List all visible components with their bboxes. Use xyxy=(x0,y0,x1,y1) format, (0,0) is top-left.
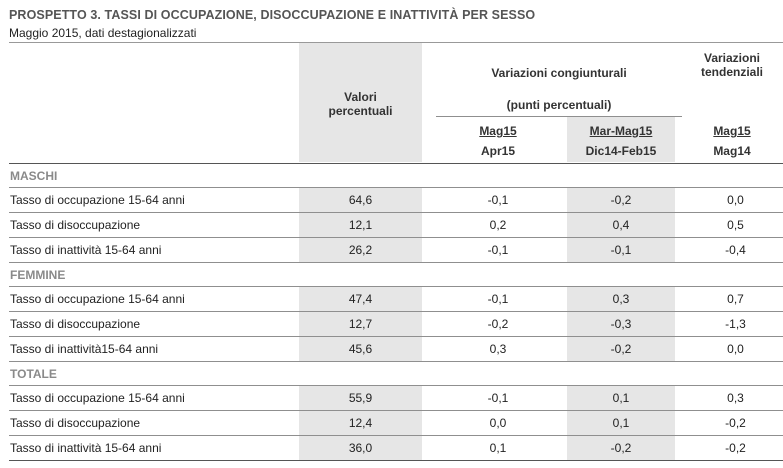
column-gap xyxy=(422,411,436,436)
header-col-t: Mag15 Mag14 xyxy=(713,124,751,158)
header-congiunturali: Variazioni congiunturali xyxy=(491,66,627,80)
column-gap xyxy=(560,287,567,312)
table-row xyxy=(9,238,783,263)
section-label: TOTALE xyxy=(9,362,290,386)
table-row xyxy=(9,312,783,337)
cell-var-trimestrale: 0,3 xyxy=(567,287,675,312)
column-gap xyxy=(560,312,567,337)
table-row xyxy=(9,386,783,411)
column-gap xyxy=(675,213,688,238)
header-tendenziali: Variazioni tendenziali xyxy=(700,51,763,79)
column-gap xyxy=(290,436,299,461)
section-header-row xyxy=(9,362,783,386)
cell-valori: 26,2 xyxy=(299,238,422,263)
table-row xyxy=(9,411,783,436)
column-gap xyxy=(560,411,567,436)
table-row xyxy=(9,287,783,312)
cell-var-tendenziale: -1,3 xyxy=(688,312,783,337)
column-gap xyxy=(422,386,436,411)
cell-valori: 64,6 xyxy=(299,188,422,213)
column-gap xyxy=(675,337,688,362)
column-gap xyxy=(290,213,299,238)
cell-valori: 47,4 xyxy=(299,287,422,312)
cell-valori: 12,1 xyxy=(299,213,422,238)
cell-valori: 36,0 xyxy=(299,436,422,461)
cell-var-tendenziale: 0,0 xyxy=(688,188,783,213)
column-gap xyxy=(290,238,299,263)
section-header-row xyxy=(9,263,783,287)
cell-var-trimestrale: -0,2 xyxy=(567,188,675,213)
cell-var-trimestrale: 0,4 xyxy=(567,213,675,238)
cell-var-trimestrale: -0,2 xyxy=(567,337,675,362)
column-gap xyxy=(675,188,688,213)
cell-var-tendenziale: -0,2 xyxy=(688,411,783,436)
header-rule-congiunturali xyxy=(436,116,682,117)
column-gap xyxy=(560,337,567,362)
cell-var-mensile: -0,1 xyxy=(436,386,560,411)
cell-var-mensile: 0,2 xyxy=(436,213,560,238)
header-col-c2: Mar-Mag15 Dic14-Feb15 xyxy=(585,124,657,158)
table-row xyxy=(9,213,783,238)
column-gap xyxy=(290,287,299,312)
section-header-row xyxy=(9,164,783,188)
cell-valori: 45,6 xyxy=(299,337,422,362)
section-label: MASCHI xyxy=(9,164,290,188)
cell-valori: 12,4 xyxy=(299,411,422,436)
cell-var-tendenziale: 0,0 xyxy=(688,337,783,362)
column-gap xyxy=(422,213,436,238)
column-gap xyxy=(675,312,688,337)
header-col-c1: Mag15 Apr15 xyxy=(479,124,517,158)
column-gap xyxy=(675,411,688,436)
cell-var-tendenziale: 0,3 xyxy=(688,386,783,411)
column-gap xyxy=(290,386,299,411)
column-gap xyxy=(422,312,436,337)
column-gap xyxy=(560,436,567,461)
column-gap xyxy=(675,287,688,312)
table-title: PROSPETTO 3. TASSI DI OCCUPAZIONE, DISOCCUPAZIONE E INATTIVITÀ PER SESSO xyxy=(9,8,536,22)
column-gap xyxy=(560,188,567,213)
cell-valori: 12,7 xyxy=(299,312,422,337)
section-label: FEMMINE xyxy=(9,263,290,287)
cell-var-tendenziale: 0,5 xyxy=(688,213,783,238)
cell-var-tendenziale: -0,4 xyxy=(688,238,783,263)
cell-var-mensile: -0,2 xyxy=(436,312,560,337)
column-gap xyxy=(290,411,299,436)
header-punti: (punti percentuali) xyxy=(506,98,612,112)
table-subtitle: Maggio 2015, dati destagionalizzati xyxy=(9,26,197,40)
cell-var-mensile: 0,0 xyxy=(436,411,560,436)
column-gap xyxy=(675,238,688,263)
cell-var-trimestrale: 0,1 xyxy=(567,386,675,411)
column-gap xyxy=(560,213,567,238)
column-gap xyxy=(422,238,436,263)
cell-var-trimestrale: -0,3 xyxy=(567,312,675,337)
column-gap xyxy=(675,386,688,411)
row-label: Tasso di disoccupazione xyxy=(9,411,290,436)
cell-var-trimestrale: -0,1 xyxy=(567,238,675,263)
column-gap xyxy=(675,436,688,461)
cell-var-tendenziale: -0,2 xyxy=(688,436,783,461)
cell-var-mensile: -0,1 xyxy=(436,188,560,213)
row-label: Tasso di inattività 15-64 anni xyxy=(9,436,290,461)
row-label: Tasso di occupazione 15-64 anni xyxy=(9,287,290,312)
table-row xyxy=(9,436,783,461)
cell-var-trimestrale: 0,1 xyxy=(567,411,675,436)
column-gap xyxy=(422,188,436,213)
column-gap xyxy=(290,337,299,362)
column-gap xyxy=(422,337,436,362)
cell-var-trimestrale: -0,2 xyxy=(567,436,675,461)
row-label: Tasso di occupazione 15-64 anni xyxy=(9,386,290,411)
data-table xyxy=(9,164,783,461)
cell-var-mensile: 0,3 xyxy=(436,337,560,362)
row-label: Tasso di disoccupazione xyxy=(9,312,290,337)
cell-var-tendenziale: 0,7 xyxy=(688,287,783,312)
column-gap xyxy=(560,386,567,411)
column-gap xyxy=(290,188,299,213)
column-gap xyxy=(422,436,436,461)
cell-var-mensile: -0,1 xyxy=(436,287,560,312)
header-valori: Valori percentuali xyxy=(328,90,393,118)
table-row xyxy=(9,337,783,362)
row-label: Tasso di occupazione 15-64 anni xyxy=(9,188,290,213)
table-row xyxy=(9,188,783,213)
row-label: Tasso di disoccupazione xyxy=(9,213,290,238)
row-label: Tasso di inattività15-64 anni xyxy=(9,337,290,362)
column-gap xyxy=(290,312,299,337)
column-gap xyxy=(560,238,567,263)
cell-var-mensile: 0,1 xyxy=(436,436,560,461)
row-label: Tasso di inattività 15-64 anni xyxy=(9,238,290,263)
column-gap xyxy=(422,287,436,312)
cell-var-mensile: -0,1 xyxy=(436,238,560,263)
cell-valori: 55,9 xyxy=(299,386,422,411)
